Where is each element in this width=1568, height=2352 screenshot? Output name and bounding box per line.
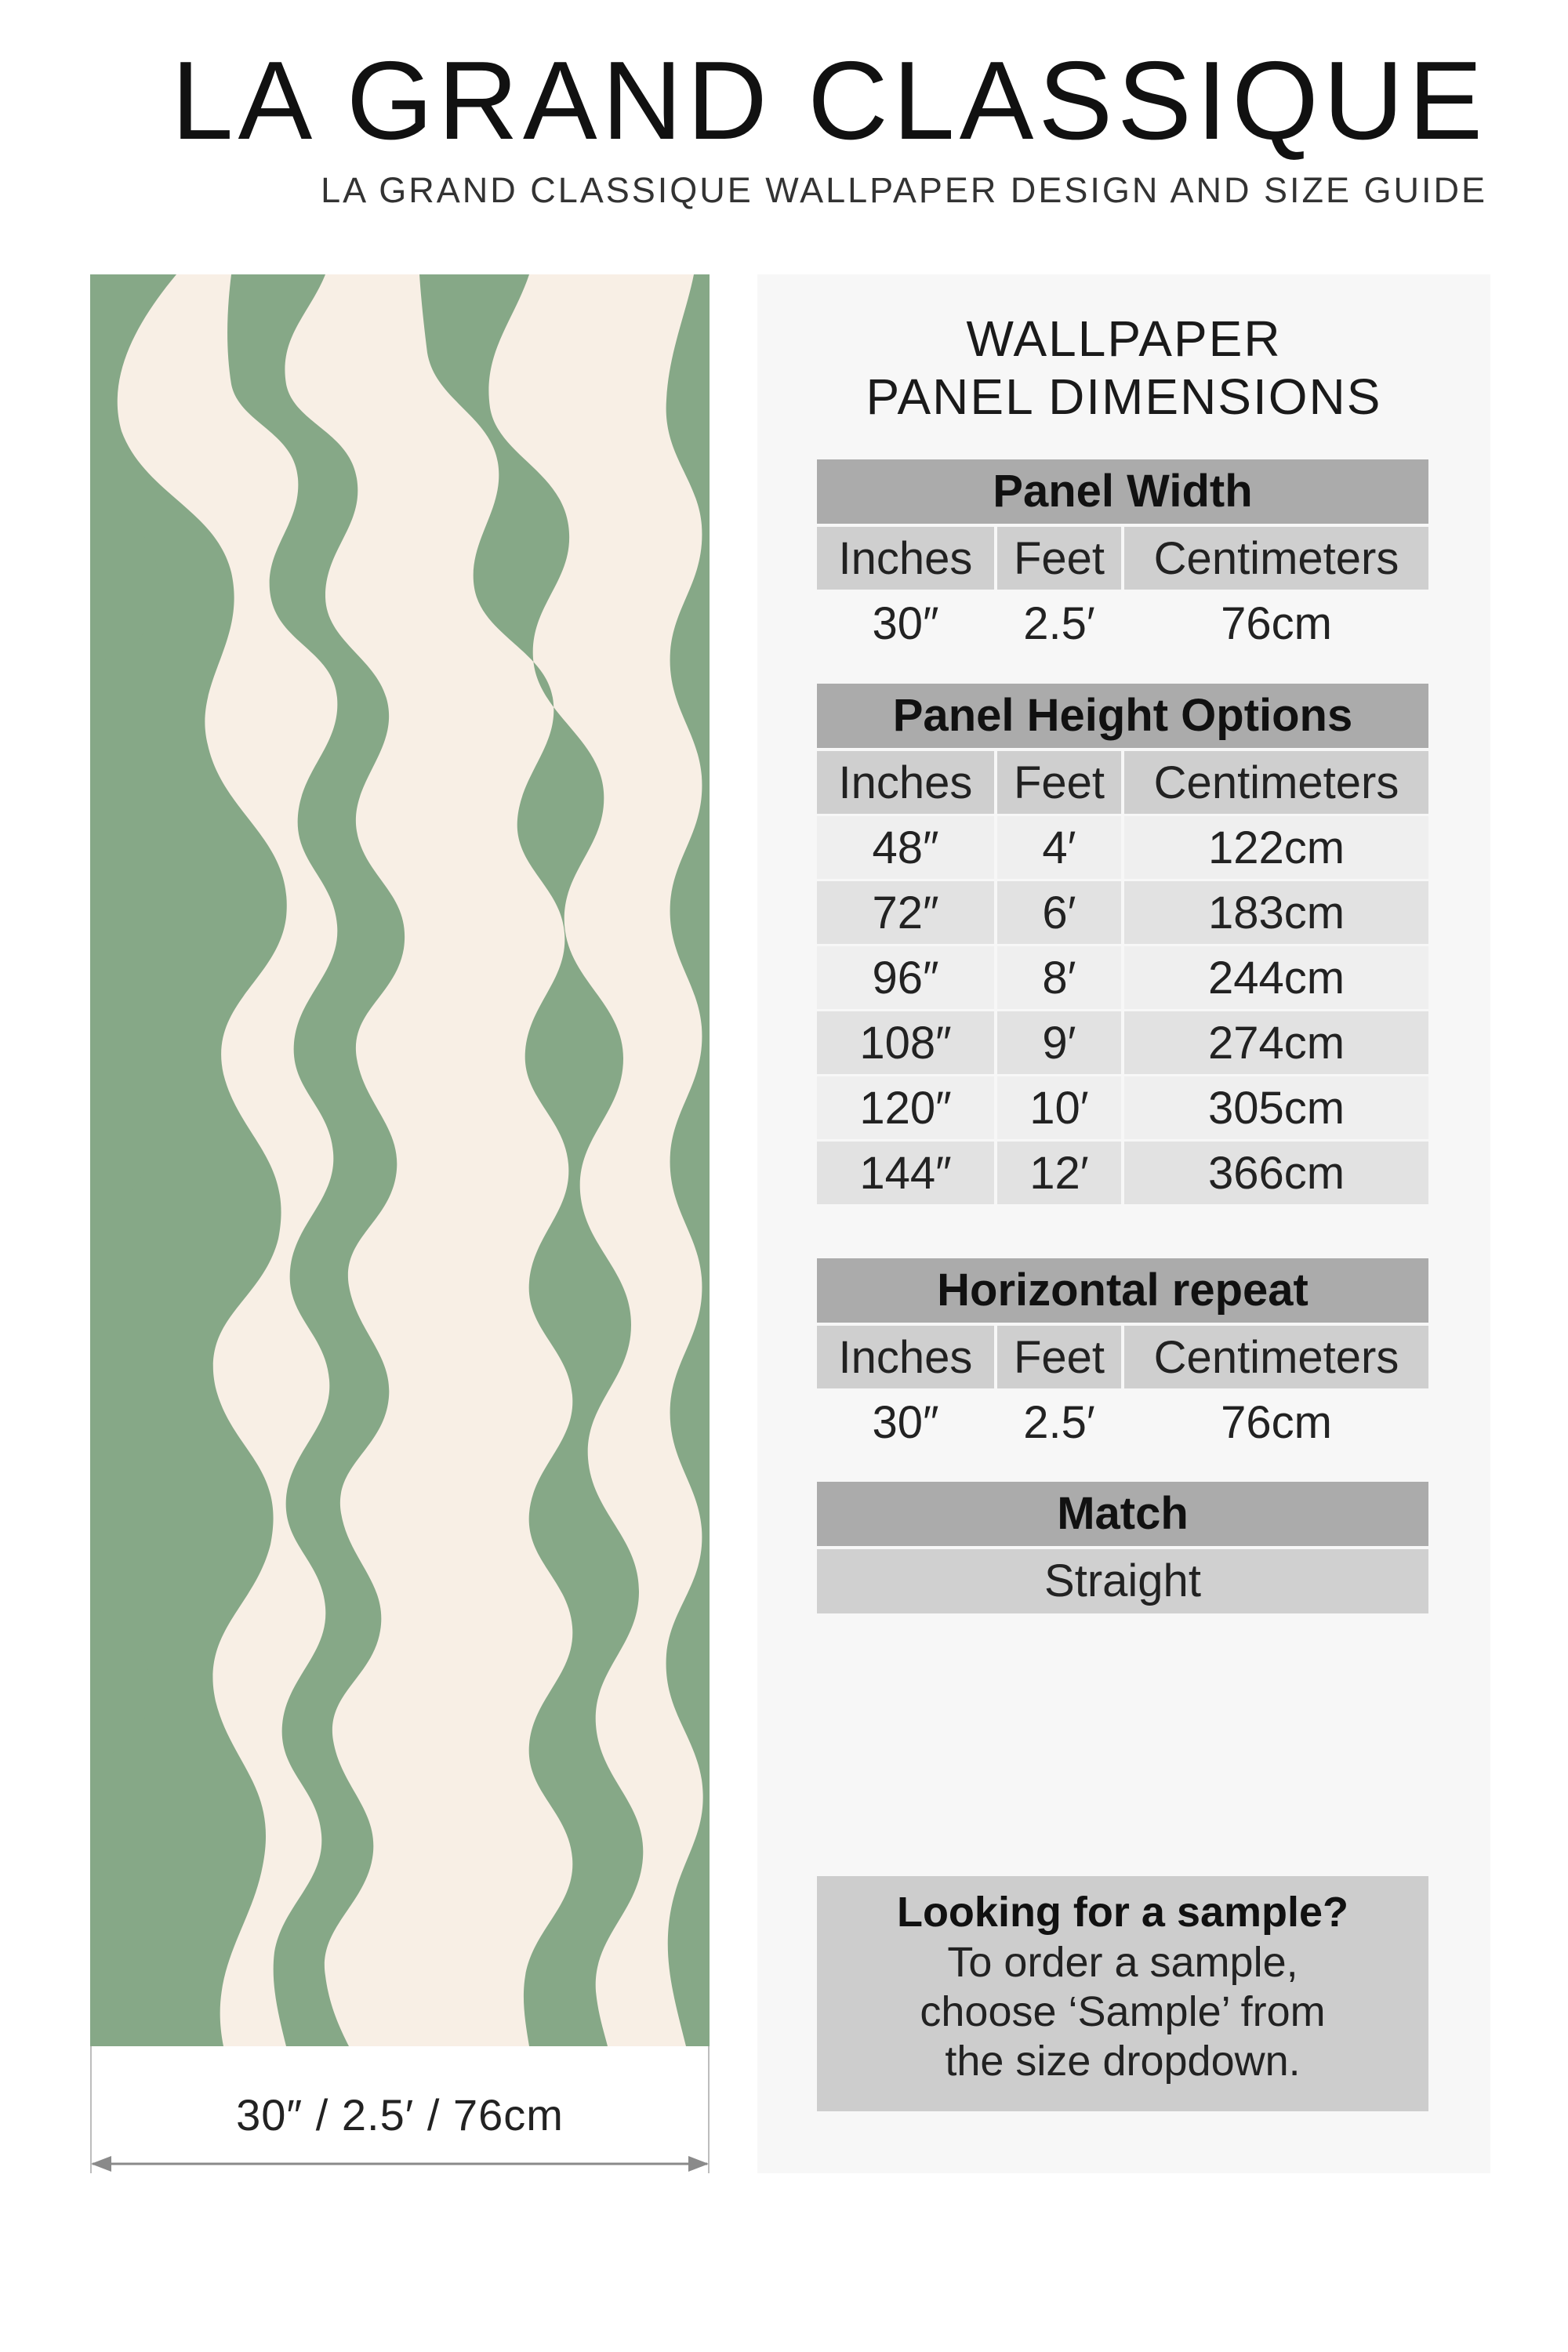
value-inches: 48″ (817, 816, 994, 879)
value-inches: 144″ (817, 1142, 994, 1204)
value-inches: 108″ (817, 1011, 994, 1074)
value-feet: 4′ (997, 816, 1121, 879)
panel-width-header: Panel Width (817, 459, 1428, 524)
horizontal-repeat-table (817, 1258, 1428, 1456)
table-row (817, 1011, 1428, 1074)
column-headers (817, 751, 1428, 814)
panel-width-label: 30″ / 2.5′ / 76cm (236, 2090, 564, 2140)
wallpaper-pattern-preview (90, 274, 710, 2046)
table-row (817, 1142, 1428, 1204)
column-headers (817, 1326, 1428, 1388)
value-feet: 2.5′ (1023, 597, 1095, 649)
column-centimeters: Centimeters (1124, 751, 1428, 814)
value-feet: 9′ (997, 1011, 1121, 1074)
value-centimeters: 183cm (1124, 881, 1428, 944)
panel-width-table (817, 459, 1428, 657)
value-centimeters: 122cm (1124, 816, 1428, 879)
value-inches: 72″ (817, 881, 994, 944)
table-row (817, 816, 1428, 879)
sample-line-1: To order a sample, (947, 1938, 1298, 1986)
column-inches: Inches (817, 1326, 994, 1388)
value-inches: 30″ (872, 597, 939, 649)
sample-line-2: choose ‘Sample’ from (920, 1987, 1326, 2035)
match-table (817, 1482, 1428, 1613)
value-centimeters: 76cm (1221, 1396, 1332, 1448)
sample-title: Looking for a sample? (896, 1889, 1349, 1936)
column-headers (817, 527, 1428, 590)
match-header: Match (817, 1482, 1428, 1546)
column-feet: Feet (997, 527, 1121, 590)
value-centimeters: 366cm (1124, 1142, 1428, 1204)
value-feet: 10′ (997, 1076, 1121, 1139)
panel-height-header: Panel Height Options (817, 684, 1428, 748)
panel-height-table (817, 684, 1428, 1207)
dimensions-heading-line2: PANEL DIMENSIONS (866, 368, 1382, 426)
dimensions-panel (757, 274, 1490, 2173)
value-centimeters: 76cm (1221, 597, 1332, 649)
brand-title: LA GRAND CLASSIQUE (171, 38, 1487, 163)
column-inches: Inches (817, 527, 994, 590)
sample-info-box (817, 1876, 1428, 2111)
table-row (817, 881, 1428, 944)
value-inches: 96″ (817, 946, 994, 1009)
table-row (817, 946, 1428, 1009)
dimensions-heading-line1: WALLPAPER (966, 310, 1282, 367)
value-feet: 6′ (997, 881, 1121, 944)
column-inches: Inches (817, 751, 994, 814)
column-centimeters: Centimeters (1124, 1326, 1428, 1388)
column-feet: Feet (997, 751, 1121, 814)
table-row (817, 1391, 1428, 1454)
brand-subtitle: LA GRAND CLASSIQUE WALLPAPER DESIGN AND SIZE GUIDE (321, 170, 1487, 210)
column-feet: Feet (997, 1326, 1121, 1388)
value-feet: 8′ (997, 946, 1121, 1009)
value-centimeters: 305cm (1124, 1076, 1428, 1139)
swirl-pattern-image (90, 274, 710, 2046)
table-row (817, 1076, 1428, 1139)
column-centimeters: Centimeters (1124, 527, 1428, 590)
value-centimeters: 244cm (1124, 946, 1428, 1009)
value-centimeters: 274cm (1124, 1011, 1428, 1074)
dimensions-heading (757, 310, 1490, 426)
value-feet: 12′ (997, 1142, 1121, 1204)
table-row (817, 592, 1428, 655)
width-dimension-arrow-icon (88, 2152, 712, 2176)
value-feet: 2.5′ (1023, 1396, 1095, 1448)
value-inches: 120″ (817, 1076, 994, 1139)
match-value: Straight (817, 1549, 1428, 1613)
horizontal-repeat-header: Horizontal repeat (817, 1258, 1428, 1323)
value-inches: 30″ (872, 1396, 939, 1448)
sample-line-3: the size dropdown. (945, 2038, 1301, 2085)
